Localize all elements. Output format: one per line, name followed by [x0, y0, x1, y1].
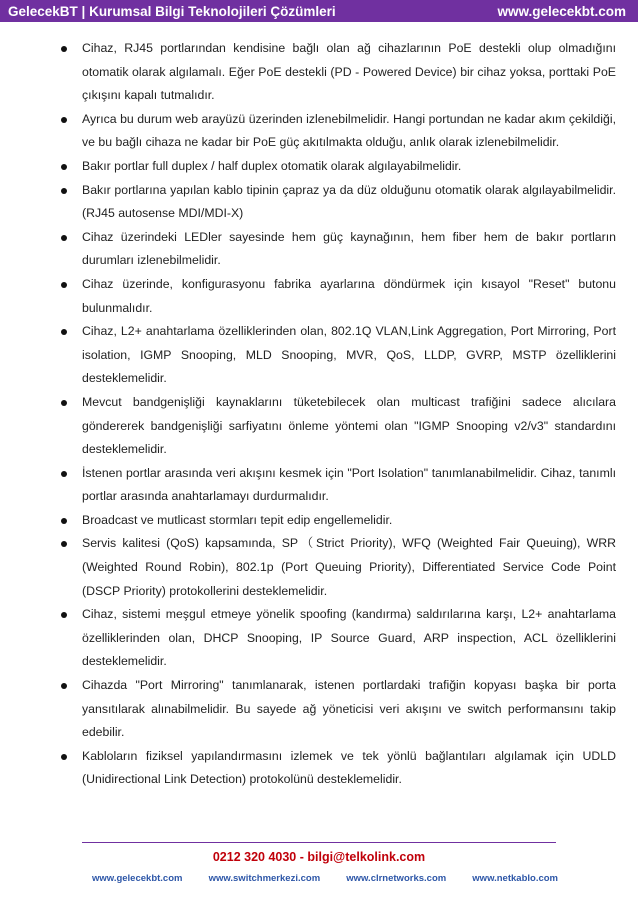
bullet-icon [61, 612, 67, 618]
list-item [82, 509, 616, 533]
list-item-text: Servis kalitesi (QoS) kapsamında, SP（Strict Priority), WFQ (Weighted Fair Queuing), WRR (Weighted Round Robin), 802.1p (Port Queuing Priority), Differentiated Service Code Point (DSCP Priority) protokollerini desteklemelidir. [82, 536, 616, 598]
list-item [82, 532, 616, 603]
list-item-text: Bakır portlarına yapılan kablo tipinin çapraz ya da düz olduğunu otomatik olarak algılayabilmelidir. (RJ45 autosense MDI/MDI-X) [82, 182, 616, 221]
footer-link-netkablo[interactable]: www.netkablo.com [472, 873, 558, 884]
bullet-icon [61, 518, 67, 524]
list-item-text: Kabloların fiziksel yapılandırmasını izlemek ve tek yönlü bağlantıları algılamak için UDLD (Unidirectional Link Detection) protokolünü desteklemelidir. [82, 748, 616, 787]
list-item [82, 155, 616, 179]
list-item [82, 391, 616, 462]
list-item-text: Cihaz üzerindeki LEDler sayesinde hem güç kaynağının, hem fiber hem de bakır portların durumları izlenebilmelidir. [82, 229, 616, 268]
list-item-text: Bakır portlar full duplex / half duplex otomatik olarak algılayabilmelidir. [82, 158, 462, 173]
bullet-icon [61, 754, 67, 760]
bullet-icon [61, 117, 67, 123]
list-item-text: Cihaz, L2+ anahtarlama özelliklerinden olan, 802.1Q VLAN,Link Aggregation, Port Mirroring, Port isolation, IGMP Snooping, MLD Snooping, MVR, QoS, LLDP, GVRP, MSTP özelliklerini desteklemelidir. [82, 324, 616, 386]
bullet-icon [61, 329, 67, 335]
list-item [82, 320, 616, 391]
header-title: GelecekBT | Kurumsal Bilgi Teknolojileri Çözümleri [8, 3, 336, 19]
list-item [82, 37, 616, 108]
footer-link-clrnetworks[interactable]: www.clrnetworks.com [346, 873, 447, 884]
list-item [82, 226, 616, 273]
bullet-icon [61, 235, 67, 241]
bullet-icon [61, 541, 67, 547]
list-item-text: Cihaz üzerinde, konfigurasyonu fabrika ayarlarına döndürmek için kısayol "Reset" butonu bulunmalıdır. [82, 276, 616, 315]
list-item [82, 273, 616, 320]
bullet-icon [61, 683, 67, 689]
list-item [82, 745, 616, 792]
list-item [82, 108, 616, 155]
header-url[interactable]: www.gelecekbt.com [497, 3, 626, 19]
list-item [82, 179, 616, 226]
document-body [82, 37, 616, 792]
list-item [82, 674, 616, 745]
bullet-icon [61, 282, 67, 288]
footer-divider [82, 842, 556, 843]
list-item-text: Cihaz, RJ45 portlarından kendisine bağlı olan ağ cihazlarının PoE destekli olup olmadığını otomatik olarak algılamalı. Eğer PoE destekli (PD - Powered Device) bir cihaz yoksa, porttaki PoE çıkışını kapalı tutmalıdır. [82, 41, 616, 103]
list-item-text: Mevcut bandgenişliği kaynaklarını tüketebilecek olan multicast trafiğini sadece alıcılara göndererek bandgenişliği sarfiyatını önleme yöntemi olan "IGMP Snooping v2/v3" standardını desteklemelidir. [82, 394, 616, 457]
list-item-text: İstenen portlar arasında veri akışını kesmek için "Port Isolation" tanımlanabilmelidir. Cihaz, tanımlı portlar arasında anahtarlamayı durdurmalıdır. [82, 465, 616, 504]
list-item-text: Broadcast ve mutlicast stormları tepit edip engellemelidir. [82, 512, 393, 527]
footer-link-switchmerkezi[interactable]: www.switchmerkezi.com [208, 873, 321, 884]
specification-list [82, 37, 616, 792]
bullet-icon [61, 164, 67, 170]
list-item [82, 462, 616, 509]
page-header [0, 0, 638, 22]
bullet-icon [61, 400, 67, 406]
bullet-icon [61, 46, 67, 52]
footer-contact: 0212 320 4030 - bilgi@telkolink.com [212, 850, 426, 864]
list-item-text: Cihazda "Port Mirroring" tanımlanarak, istenen portlardaki trafiğin kopyası başka bir porta yansıtılarak alınabilmelidir. Bu sayede ağ yöneticisi veri akışını ve switch performansını takip edebilir. [82, 678, 616, 740]
footer-link-gelecekbt[interactable]: www.gelecekbt.com [92, 873, 183, 884]
list-item-text: Cihaz, sistemi meşgul etmeye yönelik spoofing (kandırma) saldırılarına karşı, L2+ anahtarlama özelliklerinden olan, DHCP Snooping, IP Source Guard, ARP inspection, ACL özelliklerini desteklemelidir. [82, 607, 616, 669]
footer-links [92, 873, 558, 884]
list-item [82, 603, 616, 674]
bullet-icon [61, 471, 67, 477]
list-item-text: Ayrıca bu durum web arayüzü üzerinden izlenebilmelidir. Hangi portundan ne kadar akım çekildiği, ve bu bağlı cihaza ne kadar bir PoE güç akıtılmakta olduğu, anlık olarak izlenebilmelidir. [82, 111, 616, 150]
bullet-icon [61, 188, 67, 194]
